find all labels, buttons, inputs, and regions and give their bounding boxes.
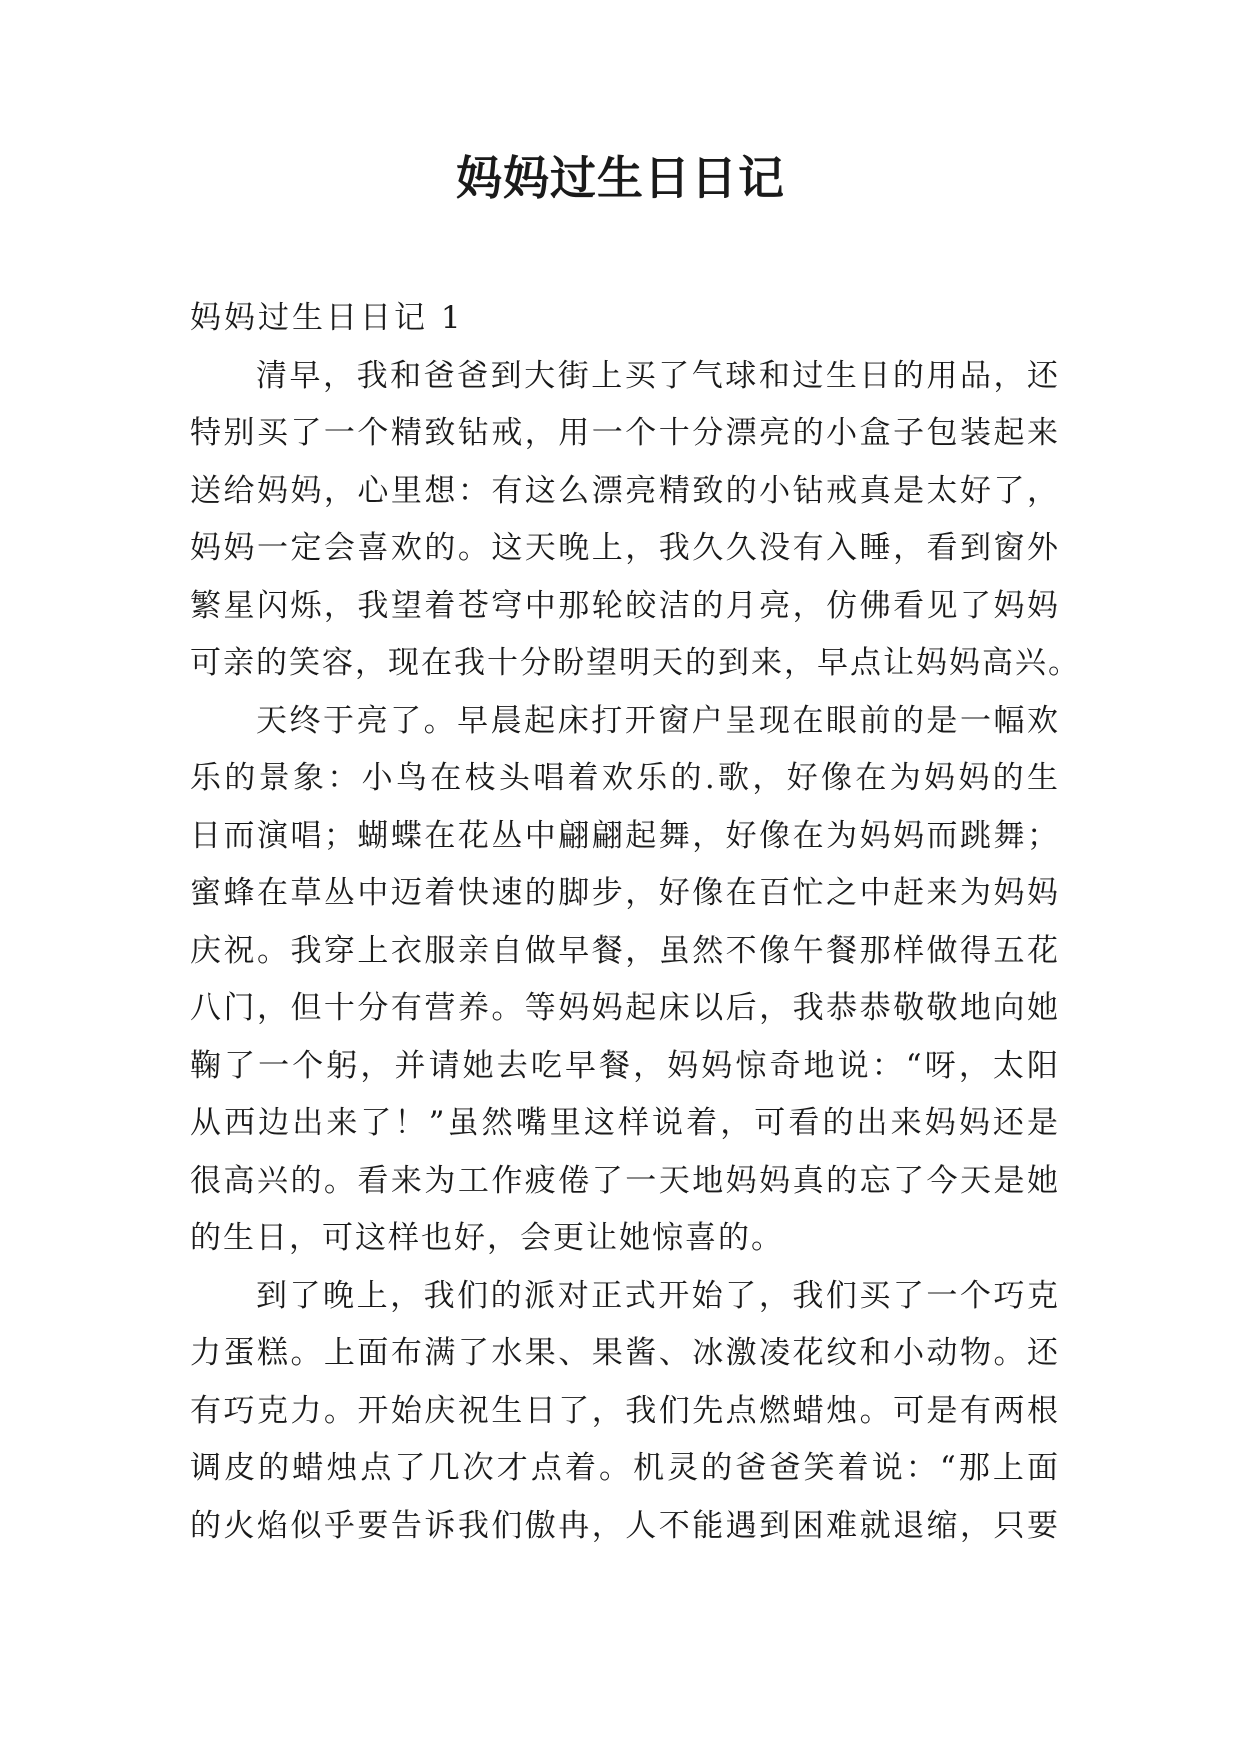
section-heading: 妈妈过生日日记 1 [190,300,464,336]
text-line: 可亲的笑容，现在我十分盼望明天的到来，早点让妈妈高兴。 [190,645,1081,681]
text-line: 庆祝。我穿上衣服亲自做早餐，虽然不像午餐那样做得五花 [190,932,1060,969]
text-line: 的火焰似乎要告诉我们傲冉，人不能遇到困难就退缩，只要 [190,1507,1060,1544]
text-line: 八门，但十分有营养。等妈妈起床以后，我恭恭敬敬地向她 [190,990,1060,1026]
text-line: 的生日，可这样也好，会更让她惊喜的。 [190,1220,784,1256]
paragraph-3 [190,1268,1060,1556]
text-line: 力蛋糕。上面布满了水果、果酱、冰激凌花纹和小动物。还 [190,1335,1060,1371]
document-body [190,290,1081,1555]
text-line: 调皮的蜡烛点了几次才点着。机灵的爸爸笑着说：“那上面 [190,1450,1060,1486]
text-line: 很高兴的。看来为工作疲倦了一天地妈妈真的忘了今天是她 [190,1162,1060,1199]
text-line: 送给妈妈，心里想：有这么漂亮精致的小钻戒真是太好了， [190,472,1060,509]
text-line: 日而演唱；蝴蝶在花丛中翩翩起舞，好像在为妈妈而跳舞； [190,817,1060,854]
text-line: 鞠了一个躬，并请她去吃早餐，妈妈惊奇地说：“呀，太阳 [190,1047,1060,1084]
paragraph-1 [190,348,1081,693]
text-line: 特别买了一个精致钻戒，用一个十分漂亮的小盒子包装起来 [190,415,1060,451]
page-title: 妈妈过生日日记 [456,151,785,205]
text-line: 清早，我和爸爸到大街上买了气球和过生日的用品，还 [256,357,1060,394]
text-line: 繁星闪烁，我望着苍穹中那轮皎洁的月亮，仿佛看见了妈妈 [190,587,1060,624]
paragraph-2 [190,693,1060,1268]
text-line: 有巧克力。开始庆祝生日了，我们先点燃蜡烛。可是有两根 [190,1392,1060,1429]
text-line: 天终于亮了。早晨起床打开窗户呈现在眼前的是一幅欢 [256,702,1060,739]
text-line: 从西边出来了！”虽然嘴里这样说着，可看的出来妈妈还是 [190,1105,1060,1141]
text-line: 乐的景象：小鸟在枝头唱着欢乐的.歌，好像在为妈妈的生 [190,760,1060,796]
text-line: 到了晚上，我们的派对正式开始了，我们买了一个巧克 [256,1277,1060,1314]
text-line: 蜜蜂在草丛中迈着快速的脚步，好像在百忙之中赶来为妈妈 [190,875,1060,911]
text-line: 妈妈一定会喜欢的。这天晚上，我久久没有入睡，看到窗外 [190,530,1060,566]
